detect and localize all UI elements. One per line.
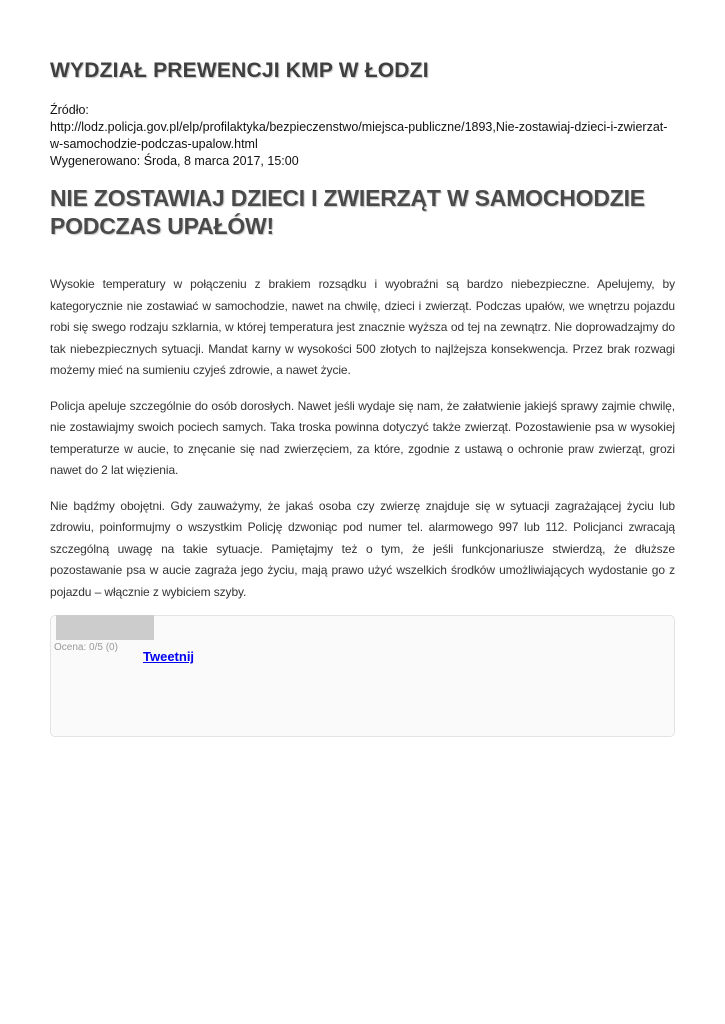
tweet-link[interactable]: Tweetnij	[143, 649, 195, 664]
source-meta	[50, 102, 675, 170]
article-paragraph: Policja apeluje szczególnie do osób dorosłych. Nawet jeśli wydaje się nam, że załatwienie jakiejś sprawy zajmie chwilę, nie zostawiajmy swoich pociech samych. Taka troska powinna dotyczyć także zwierząt. Pozostawienie psa w wysokiej temperaturze w aucie, to znęcanie się nad zwierzęciem, za które, zgodnie z ustawą o ochronie praw zwierząt, grozi nawet do 2 lat więzienia.	[50, 398, 675, 477]
source-url: http://lodz.policja.gov.pl/elp/profilaktyka/bezpieczenstwo/miejsca-publiczne/1893,Nie-zostawiaj-dzieci-i-zwierzat-w-samochodzie-podczas-upalow.html	[50, 120, 668, 151]
site-title: WYDZIAŁ PREWENCJI KMP W ŁODZI	[50, 59, 429, 82]
rating-widget-placeholder[interactable]	[56, 615, 154, 640]
source-label: Źródło:	[50, 103, 89, 117]
article-paragraph: Wysokie temperatury w połączeniu z brakiem rozsądku i wyobraźni są bardzo niebezpieczne. Apelujemy, by kategorycznie nie zostawiać w samochodzie, nawet na chwilę, dzieci i zwierząt. Podczas upałów, we wnętrzu pojazdu robi się swego rodzaju szklarnia, w której temperatura jest znacznie wyższa od tej na zewnątrz. Nie doprowadzajmy do tak niebezpiecznych sytuacji. Mandat karny w wysokości 500 złotych to najlżejsza konsekwencja. Przez brak rozwagi możemy mieć na sumieniu czyjeś zdrowie, a nawet życie.	[50, 277, 675, 377]
generated-line: Wygenerowano: Środa, 8 marca 2017, 15:00	[50, 154, 299, 168]
rating-label: Ocena: 0/5 (0)	[54, 642, 118, 653]
rating-share-box	[50, 615, 675, 737]
article-paragraph: Nie bądźmy obojętni. Gdy zauważymy, że jakaś osoba czy zwierzę znajduje się w sytuacji zagrażającej życiu lub zdrowiu, poinformujmy o wszystkim Policję dzwoniąc pod numer tel. alarmowego 997 lub 112. Policjanci zwracają szczególną uwagę na takie sytuacje. Pamiętajmy też o tym, że jeśli funkcjonariusze stwierdzą, że dłuższe pozostawanie psa w aucie zagraża jego życiu, mają prawo użyć wszelkich środków umożliwiających wydostanie go z pojazdu – włącznie z wybiciem szyby.	[50, 498, 675, 599]
article-title: NIE ZOSTAWIAJ DZIECI I ZWIERZĄT W SAMOCHODZIE PODCZAS UPAŁÓW!	[50, 185, 645, 239]
